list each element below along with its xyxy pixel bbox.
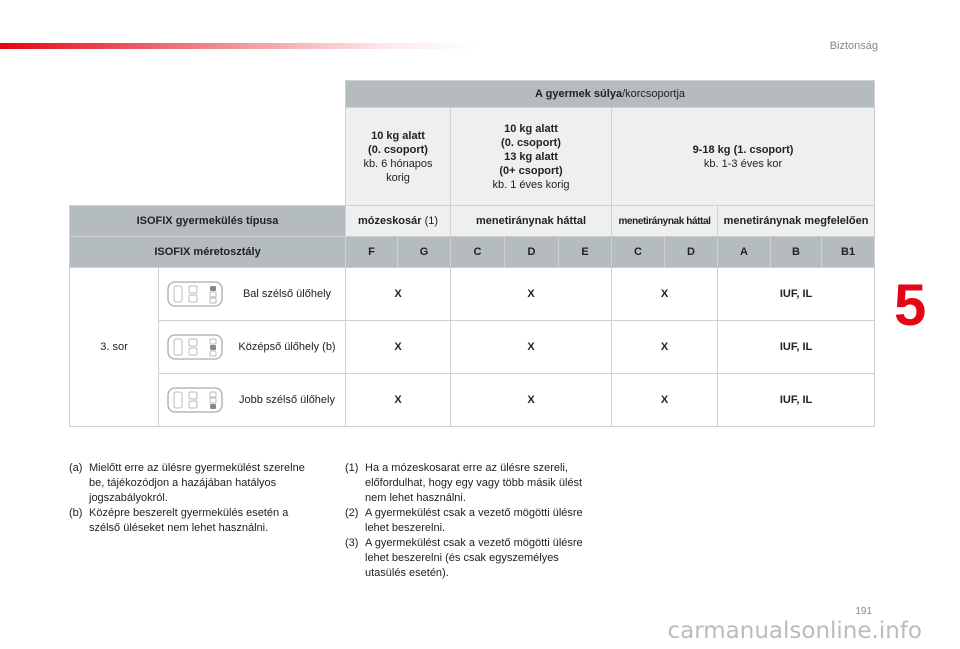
type-rearward-2: menetiránynak háttal <box>612 206 718 237</box>
type-carrycot: mózeskosár (1) <box>346 206 451 237</box>
group-2-header: 9-18 kg (1. csoport) kb. 1-3 éves kor <box>612 108 875 206</box>
size-cell: D <box>505 237 559 268</box>
size-cell: C <box>612 237 665 268</box>
size-cell: D <box>665 237 718 268</box>
size-cell: E <box>559 237 612 268</box>
note-item: (1) Ha a mózeskosarat erre az ülésre szereli, előfordulhat, hogy egy vagy több másik ülést nem lehet használni. <box>345 462 583 504</box>
size-cell: G <box>398 237 451 268</box>
notes-left <box>69 461 319 536</box>
value-cell: X <box>451 268 612 321</box>
table-title: A gyermek súlya/korcsoportja <box>346 81 875 108</box>
size-cell: F <box>346 237 398 268</box>
type-rearward-1: menetiránynak háttal <box>451 206 612 237</box>
value-cell: X <box>346 321 451 374</box>
table-row <box>70 268 875 321</box>
value-cell: X <box>346 268 451 321</box>
value-cell: IUF, IL <box>718 321 875 374</box>
size-cell: B <box>771 237 822 268</box>
value-cell: X <box>451 321 612 374</box>
table-row <box>70 374 875 427</box>
watermark: carmanualsonline.info <box>667 618 922 644</box>
notes-right <box>345 461 600 581</box>
group-0-header: 10 kg alatt (0. csoport) kb. 6 hónapos korig <box>346 108 451 206</box>
note-item: (3) A gyermekülést csak a vezető mögötti ülésre lehet beszerelni (és csak egyszemélyes utasülés esetén). <box>345 537 583 579</box>
note-item: (2) A gyermekülést csak a vezető mögötti ülésre lehet beszerelni. <box>345 507 583 534</box>
value-cell: X <box>346 374 451 427</box>
type-forward: menetiránynak megfelelően <box>718 206 875 237</box>
car-seat-middle-icon <box>167 333 225 361</box>
group-1-header: 10 kg alatt (0. csoport) 13 kg alatt (0+ csoport) kb. 1 éves korig <box>451 108 612 206</box>
seat-label: Bal szélső ülőhely <box>242 288 332 300</box>
section-title: Biztonság <box>829 40 878 52</box>
seat-label: Jobb szélső ülőhely <box>238 394 335 406</box>
note-item: (b) Középre beszerelt gyermekülés esetén a szélső üléseket nem lehet használni. <box>69 507 289 534</box>
size-cell: B1 <box>822 237 875 268</box>
seat-label: Középső ülőhely (b) <box>238 341 336 353</box>
seat-cell-left <box>159 268 346 321</box>
type-row-label: ISOFIX gyermekülés típusa <box>70 206 346 237</box>
size-row-label: ISOFIX méretosztály <box>70 237 346 268</box>
chapter-number: 5 <box>894 273 927 338</box>
note-item: (a) Mielőtt erre az ülésre gyermekülést szerelne be, tájékozódjon a hazájában hatályos jogszabályokról. <box>69 462 305 504</box>
table-row <box>70 321 875 374</box>
header-accent-bar <box>0 43 480 49</box>
page-number: 191 <box>855 606 872 617</box>
size-cell: C <box>451 237 505 268</box>
row-group-label: 3. sor <box>70 268 159 427</box>
car-seat-left-icon <box>167 280 225 308</box>
value-cell: X <box>612 374 718 427</box>
value-cell: IUF, IL <box>718 374 875 427</box>
value-cell: X <box>451 374 612 427</box>
isofix-table <box>69 80 875 427</box>
size-cell: A <box>718 237 771 268</box>
car-seat-right-icon <box>167 386 225 414</box>
value-cell: X <box>612 321 718 374</box>
value-cell: X <box>612 268 718 321</box>
seat-cell-right <box>159 374 346 427</box>
seat-cell-middle <box>159 321 346 374</box>
value-cell: IUF, IL <box>718 268 875 321</box>
